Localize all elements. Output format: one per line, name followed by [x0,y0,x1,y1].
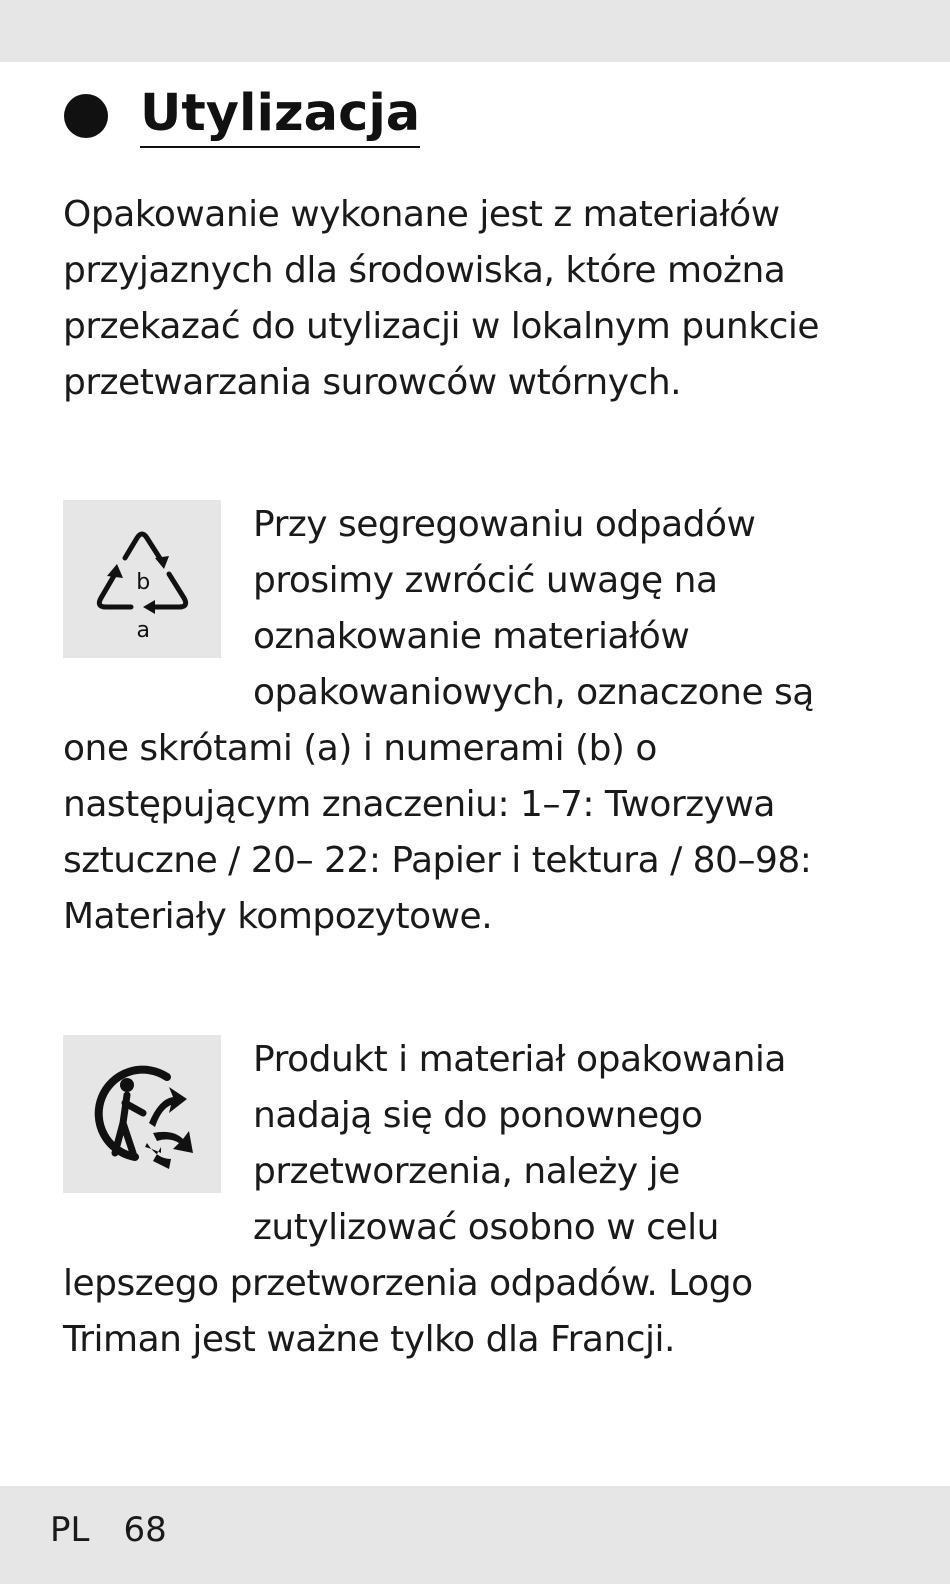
recycling-triangle-icon [63,500,221,658]
recycling-number-label: b [136,570,150,595]
recycling-abbreviation-label: a [136,618,150,643]
page-footer [50,1510,167,1550]
page-number: 68 [123,1510,167,1550]
triman-block [63,1032,863,1368]
triman-symbol-box [63,1035,221,1193]
language-code: PL [50,1510,90,1550]
segregation-text: Przy segregowaniu odpadów prosimy zwrócić uwagę na oznakowanie materiałów opakowaniowych, oznaczone są one skrótami (a) i numerami (b) o następującym znaczeniu: 1–7: Tworzywa sztuczne / 20– 22: Papier i tektura / 80–98: Materiały kompozytowe. [63,504,814,937]
triman-logo-icon [63,1035,221,1193]
section-title: Utylizacja [140,84,420,148]
top-band [0,0,950,62]
recycling-symbol-box [63,500,221,658]
segregation-block [63,497,863,945]
section-heading [64,84,420,148]
bullet-icon [64,94,108,138]
packaging-paragraph: Opakowanie wykonane jest z materiałów przyjaznych dla środowiska, które można przekazać do utylizacji w lokalnym punkcie przetwarzania surowców wtórnych. [63,194,820,403]
triman-text: Produkt i materiał opakowania nadają się do ponownego przetworzenia, należy je zutylizować osobno w celu lepszego przetworzenia odpadów. Logo Triman jest ważne tylko dla Francji. [63,1039,786,1360]
